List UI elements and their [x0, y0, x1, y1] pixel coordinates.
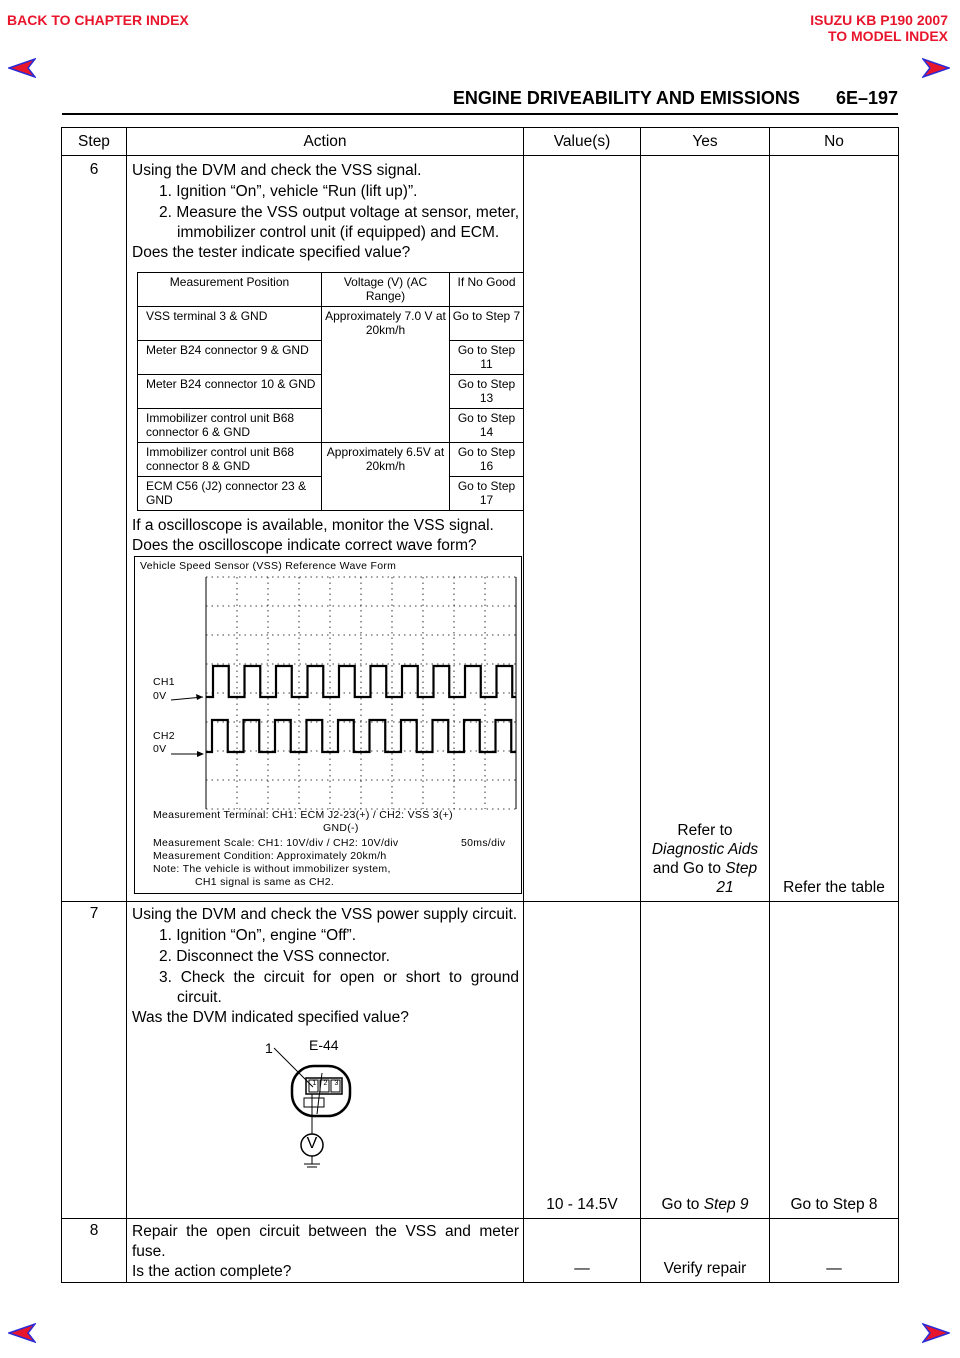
go-to-step[interactable]: Go to Step 11 — [450, 341, 524, 375]
measurement-terminal: Measurement Terminal: CH1: ECM J2-23(+) / CH2: VSS 3(+) — [153, 809, 453, 821]
list-item: 1. Ignition “On”, vehicle “Run (lift up)”. — [159, 183, 418, 200]
value-cell: — — [524, 1219, 641, 1283]
yes-go-to: and Go to — [652, 860, 721, 877]
model-title: ISUZU KB P190 2007 — [810, 12, 948, 28]
action-cell — [127, 902, 524, 1219]
col-action: Action — [127, 128, 524, 156]
ch1-label: CH1 — [153, 676, 175, 688]
no-cell[interactable]: Go to Step 8 — [770, 902, 899, 1219]
step-21-link[interactable]: Step — [725, 860, 758, 877]
list-item: 1. Ignition “On”, engine “Off”. — [159, 927, 357, 944]
action-question: Was the DVM indicated specified value? — [132, 1009, 409, 1026]
table-row — [62, 902, 899, 1219]
table-row — [62, 156, 899, 902]
list-item: 3. Check the circuit for open or short to ground circuit. — [159, 969, 519, 1006]
step-9-link[interactable]: Step 9 — [703, 1196, 749, 1213]
measurement-position: Meter B24 connector 9 & GND — [138, 341, 322, 375]
go-to-step[interactable]: Go to Step 16 — [450, 443, 524, 477]
measurement-gnd: GND(-) — [323, 822, 359, 834]
action-intro: Using the DVM and check the VSS power supply circuit. — [132, 906, 518, 923]
yes-cell: Verify repair — [641, 1219, 770, 1283]
step-number: 7 — [62, 902, 127, 1219]
measurement-position: ECM C56 (J2) connector 23 & GND — [138, 477, 322, 511]
ch1-zero-label: 0V — [153, 690, 167, 702]
diagnostic-aids-link[interactable]: Diagnostic Aids — [651, 841, 759, 858]
inner-header-if-no-good: If No Good — [450, 273, 524, 307]
measurement-position: Meter B24 connector 10 & GND — [138, 375, 322, 409]
col-yes: Yes — [641, 128, 770, 156]
ch2-label: CH2 — [153, 730, 175, 742]
action-cell — [127, 156, 524, 902]
yes-go-to: Go to — [661, 1196, 700, 1213]
scope-instruction: If a oscilloscope is available, monitor the VSS signal. — [132, 517, 494, 534]
diagnostic-table — [61, 127, 899, 1283]
go-to-step[interactable]: Go to Step 7 — [450, 307, 524, 341]
go-to-step[interactable]: Go to Step 14 — [450, 409, 524, 443]
value-cell — [524, 156, 641, 902]
section-title: ENGINE DRIVEABILITY AND EMISSIONS — [452, 88, 800, 108]
list-item: 2. Measure the VSS output voltage at sensor, meter, immobilizer control unit (if equipped) and ECM. — [159, 204, 519, 241]
no-cell: Refer the table — [770, 156, 899, 902]
measurement-scale: Measurement Scale: CH1: 10V/div / CH2: 10V/div — [153, 837, 399, 849]
measurement-table — [137, 272, 524, 511]
col-step: Step — [62, 128, 127, 156]
yes-cell — [641, 156, 770, 902]
pin-number: 3 — [334, 1080, 339, 1087]
ch2-wave — [206, 720, 516, 752]
yes-refer-to: Refer to — [677, 822, 733, 839]
next-page-arrow-icon[interactable] — [922, 57, 950, 79]
list-item: 2. Disconnect the VSS connector. — [159, 948, 390, 965]
page-number: 6E–197 — [835, 88, 898, 108]
step-number: 8 — [62, 1219, 127, 1283]
voltage-spec: Approximately 7.0 V at 20km/h — [322, 307, 450, 443]
scope-note: Note: The vehicle is without immobilizer system, — [153, 863, 391, 875]
action-question: Is the action complete? — [132, 1263, 292, 1280]
pin-callout: 1 — [265, 1040, 273, 1056]
step-21-number[interactable]: 21 — [716, 879, 734, 896]
pin-number: 1 — [312, 1080, 317, 1087]
pin-number: 2 — [323, 1080, 328, 1087]
ch2-zero-label: 0V — [153, 743, 167, 755]
inner-header-position: Measurement Position — [138, 273, 322, 307]
action-question: Does the tester indicate specified value? — [132, 244, 411, 261]
action-text: Repair the open circuit between the VSS and meter fuse. — [132, 1223, 519, 1260]
measurement-position: VSS terminal 3 & GND — [138, 307, 322, 341]
action-cell — [127, 1219, 524, 1283]
header-rule — [62, 113, 898, 115]
yes-cell — [641, 902, 770, 1219]
measurement-position: Immobilizer control unit B68 connector 8 & GND — [138, 443, 322, 477]
previous-page-arrow-icon[interactable] — [8, 57, 36, 79]
value-cell: 10 - 14.5V — [524, 902, 641, 1219]
model-index-block — [810, 12, 948, 44]
voltage-spec: Approximately 6.5V at 20km/h — [322, 443, 450, 511]
connector-e44-figure — [132, 1028, 518, 1168]
col-values: Value(s) — [524, 128, 641, 156]
voltmeter-icon: V — [306, 1135, 318, 1152]
back-to-chapter-index-link[interactable]: BACK TO CHAPTER INDEX — [7, 12, 189, 28]
connector-label: E-44 — [309, 1037, 339, 1053]
no-cell: — — [770, 1219, 899, 1283]
inner-header-voltage: Voltage (V) (AC Range) — [322, 273, 450, 307]
time-scale: 50ms/div — [461, 837, 506, 849]
action-steps — [132, 182, 519, 243]
measurement-condition: Measurement Condition: Approximately 20km/h — [153, 850, 387, 862]
vss-wave-form-figure — [134, 556, 522, 894]
table-header-row — [62, 128, 899, 156]
wave-form-title: Vehicle Speed Sensor (VSS) Reference Wave Form — [140, 560, 397, 572]
table-row — [62, 1219, 899, 1283]
action-steps — [132, 926, 519, 1008]
scope-question: Does the oscilloscope indicate correct wave form? — [132, 537, 477, 554]
scope-note-2: CH1 signal is same as CH2. — [195, 876, 335, 888]
col-no: No — [770, 128, 899, 156]
action-intro: Using the DVM and check the VSS signal. — [132, 162, 422, 179]
step-number: 6 — [62, 156, 127, 902]
go-to-step[interactable]: Go to Step 17 — [450, 477, 524, 511]
to-model-index-link[interactable]: TO MODEL INDEX — [827, 28, 948, 44]
go-to-step[interactable]: Go to Step 13 — [450, 375, 524, 409]
page-header — [0, 88, 898, 109]
next-page-bottom-arrow-icon[interactable] — [922, 1322, 950, 1344]
previous-page-bottom-arrow-icon[interactable] — [8, 1322, 36, 1344]
measurement-position: Immobilizer control unit B68 connector 6 & GND — [138, 409, 322, 443]
